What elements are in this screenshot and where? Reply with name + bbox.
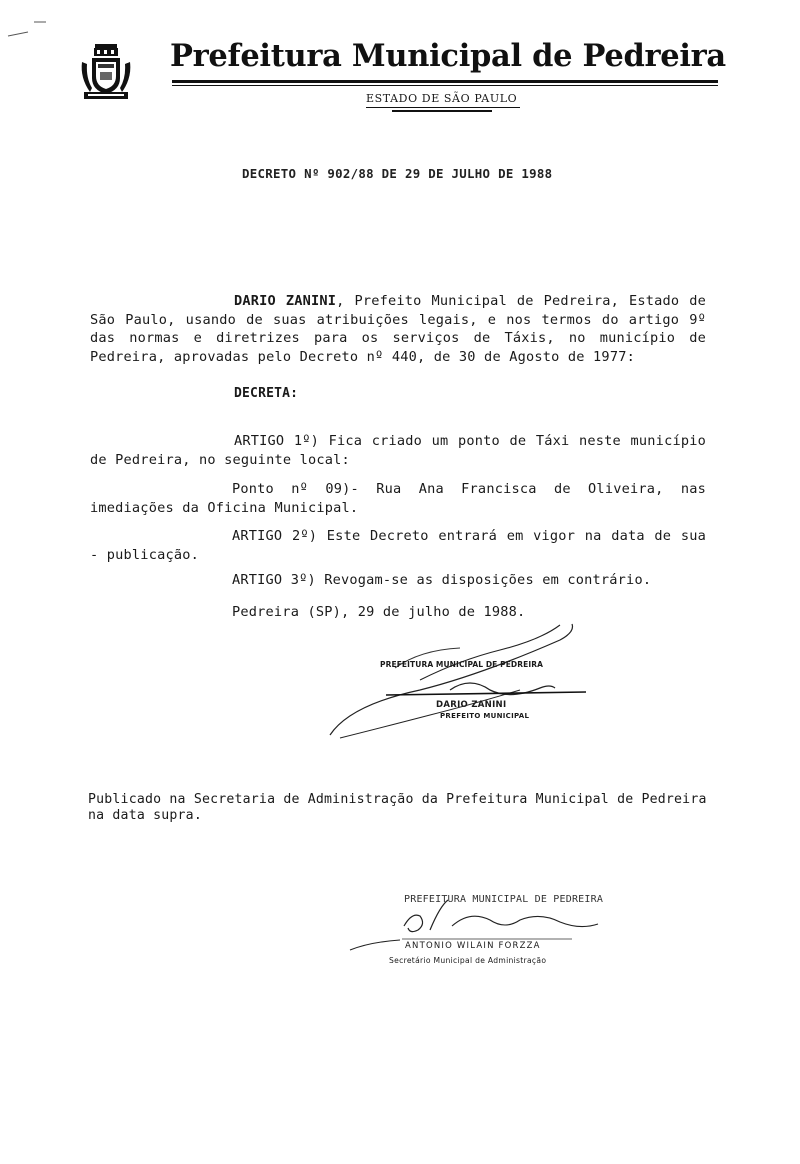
header-subtitle: ESTADO DE SÃO PAULO	[366, 92, 518, 105]
mayor-signature-role: PREFEITO MUNICIPAL	[440, 712, 530, 720]
article-1: ARTIGO 1º) Fica criado um ponto de Táxi neste município de Pedreira, no seguinte local:	[90, 433, 706, 468]
decreta-heading: DECRETA:	[234, 386, 299, 401]
secretary-signature-role: Secretário Municipal de Administração	[389, 956, 547, 965]
secretary-signature-name: ANTONIO WILAIN FORZZA	[405, 941, 541, 951]
mayor-name: DARIO ZANINI	[234, 293, 337, 309]
mayor-stamp-top: PREFEITURA MUNICIPAL DE PEDREIRA	[380, 660, 544, 669]
mayor-signature-name: DARIO ZANINI	[436, 700, 507, 710]
header-title: Prefeitura Municipal de Pedreira	[170, 38, 726, 74]
decree-title: DECRETO Nº 902/88 DE 29 DE JULHO DE 1988	[242, 166, 553, 181]
place-date: Pedreira (SP), 29 de julho de 1988.	[232, 604, 526, 620]
article-2: ARTIGO 2º) Este Decreto entrará em vigor na data de sua - publicação.	[90, 528, 706, 563]
intro-text: , Prefeito Municipal de Pedreira, Estado de São Paulo, usando de suas atribuições legais, e nos termos do artigo 9º das normas e diretrizes para os serviços de Táxis, no município de Pedreira, aprovadas pelo Decreto nº 440, de 30 de Agosto de 1977:	[90, 293, 706, 365]
ponto-text: Ponto nº 09)- Rua Ana Francisca de Oliveira, nas imediações da Oficina Municipal.	[90, 481, 706, 516]
publication-note: Publicado na Secretaria de Administração da Prefeitura Municipal de Pedreira na data supra.	[88, 792, 707, 823]
secretary-stamp-top: PREFEITURA MUNICIPAL DE PEDREIRA	[404, 894, 604, 905]
article-3: ARTIGO 3º) Revogam-se as disposições em contrário.	[232, 572, 652, 588]
